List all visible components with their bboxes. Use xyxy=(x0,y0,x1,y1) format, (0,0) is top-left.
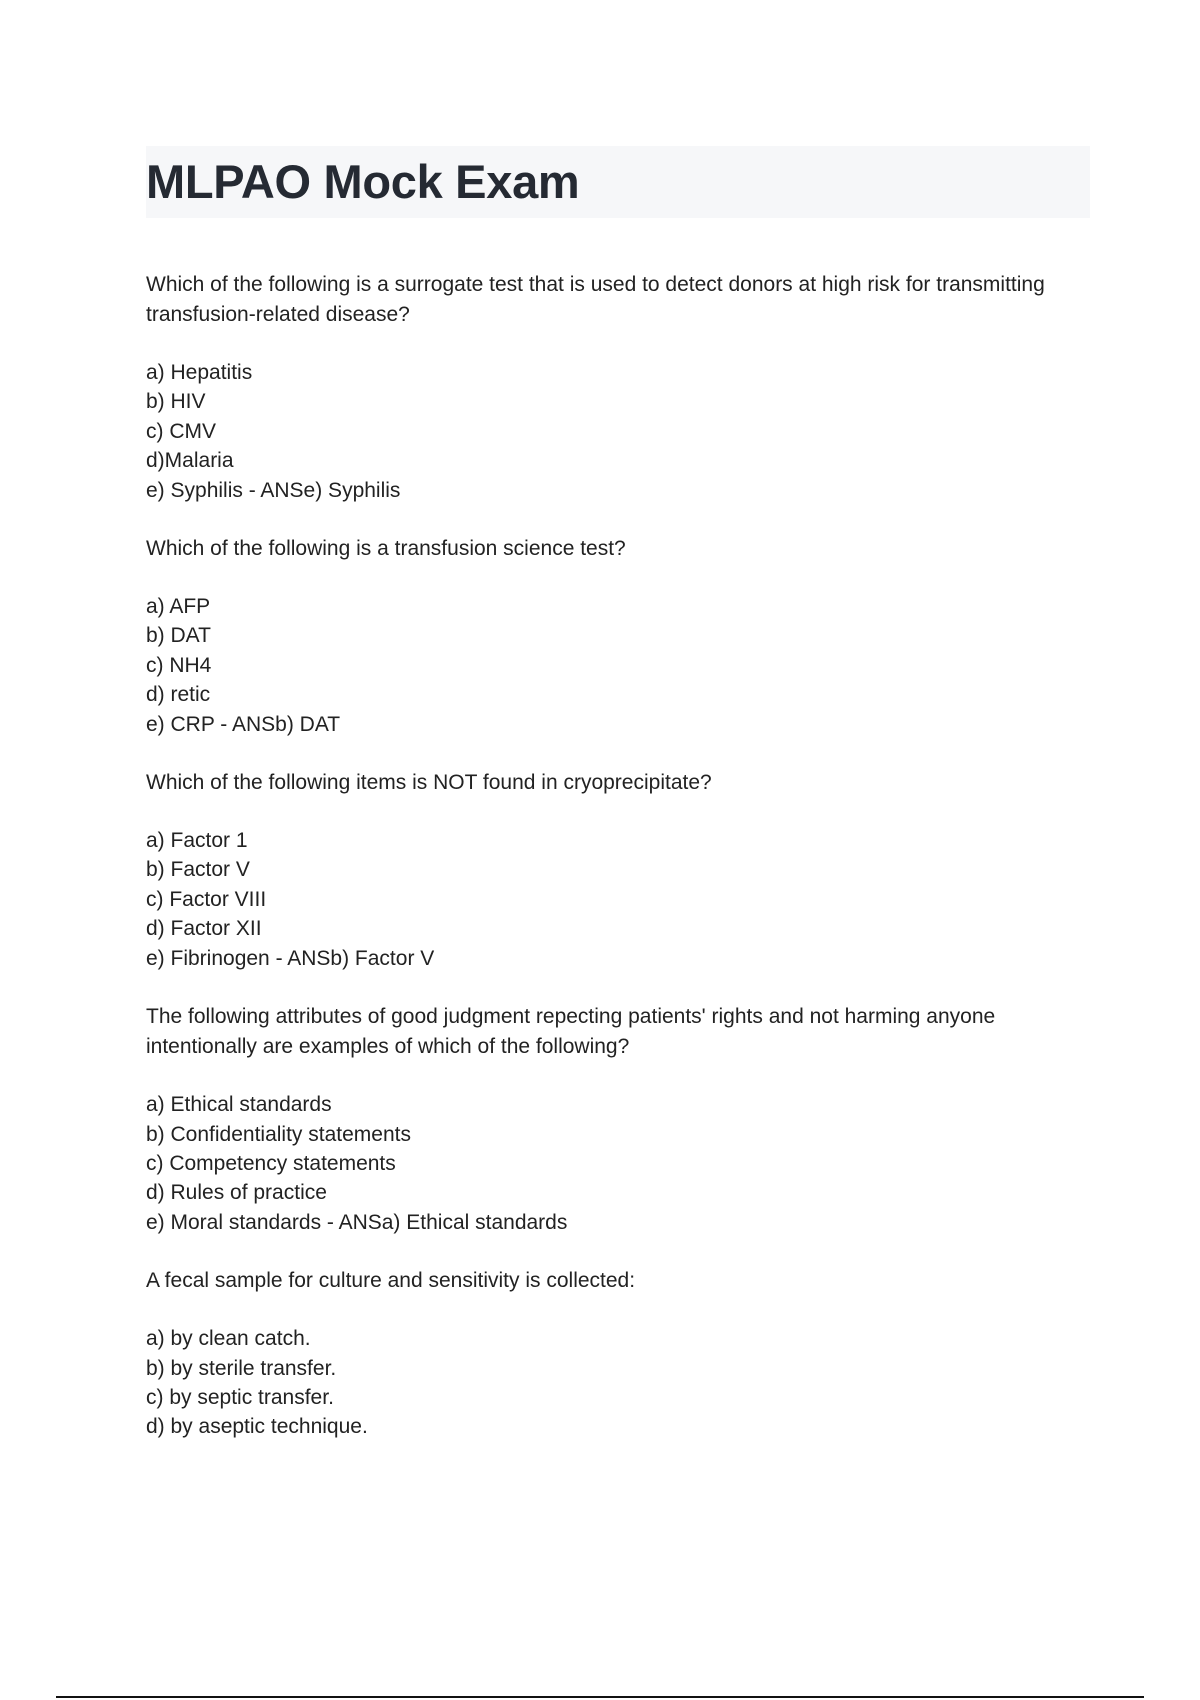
option-a: a) by clean catch. xyxy=(146,1327,311,1351)
option-b: b) by sterile transfer. xyxy=(146,1356,337,1380)
option-d: d)Malaria xyxy=(146,449,234,473)
option-e: e) Syphilis - ANSe) Syphilis xyxy=(146,478,401,502)
option-b: b) HIV xyxy=(146,390,206,414)
question-4 xyxy=(146,1002,1090,1237)
answer-options xyxy=(146,826,1090,973)
option-d: d) Rules of practice xyxy=(146,1181,327,1205)
option-e: e) CRP - ANSb) DAT xyxy=(146,712,341,736)
option-a: a) Hepatitis xyxy=(146,361,253,384)
option-c: c) Competency statements xyxy=(146,1151,396,1175)
page-bottom-rule xyxy=(56,1696,1144,1698)
option-c: c) CMV xyxy=(146,419,216,443)
answer-options xyxy=(146,1090,1090,1237)
answer-options xyxy=(146,358,1090,505)
option-d: d) Factor XII xyxy=(146,917,262,941)
question-text: The following attributes of good judgment repecting patients' rights and not harming anyone intentionally are examples of which of the following? xyxy=(146,1005,996,1059)
option-d: d) by aseptic technique. xyxy=(146,1415,368,1439)
option-c: c) NH4 xyxy=(146,653,212,677)
question-list xyxy=(146,270,1090,1471)
option-d: d) retic xyxy=(146,683,211,707)
option-c: c) Factor VIII xyxy=(146,887,267,911)
question-text: Which of the following is a surrogate test that is used to detect donors at high risk for transmitting transfusion-related disease? xyxy=(146,273,1045,326)
option-b: b) Confidentiality statements xyxy=(146,1122,411,1146)
question-1 xyxy=(146,270,1090,505)
question-5 xyxy=(146,1266,1090,1442)
question-text: Which of the following is a transfusion science test? xyxy=(146,537,626,561)
answer-options xyxy=(146,592,1090,739)
question-2 xyxy=(146,534,1090,739)
question-3 xyxy=(146,768,1090,973)
option-e: e) Fibrinogen - ANSb) Factor V xyxy=(146,946,435,970)
question-text: Which of the following items is NOT found in cryoprecipitate? xyxy=(146,771,712,795)
option-b: b) Factor V xyxy=(146,858,250,882)
question-text: A fecal sample for culture and sensitivity is collected: xyxy=(146,1269,636,1293)
answer-options xyxy=(146,1324,1090,1442)
option-a: a) Ethical standards xyxy=(146,1093,332,1117)
option-b: b) DAT xyxy=(146,624,211,648)
option-a: a) Factor 1 xyxy=(146,829,248,853)
option-c: c) by septic transfer. xyxy=(146,1385,334,1409)
option-e: e) Moral standards - ANSa) Ethical standards xyxy=(146,1210,568,1234)
option-a: a) AFP xyxy=(146,595,211,619)
page-title: MLPAO Mock Exam xyxy=(146,155,580,208)
